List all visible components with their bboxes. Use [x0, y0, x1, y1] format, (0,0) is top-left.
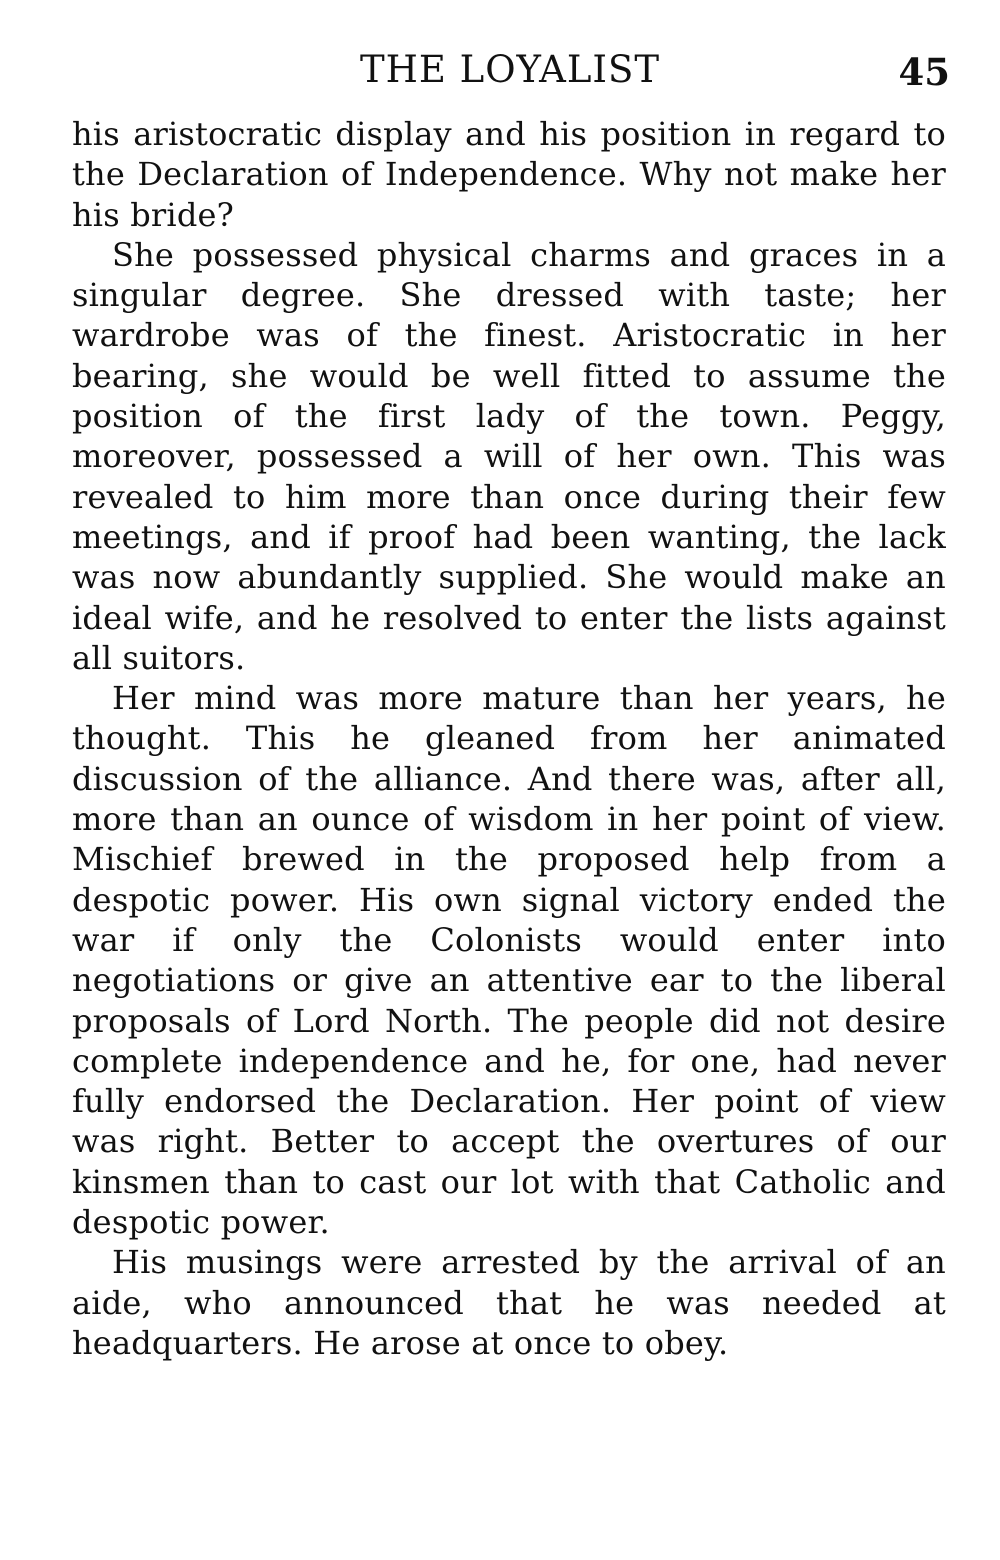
paragraph-2: She possessed physical charms and graces in a singular degree. She dressed with taste; her wardrobe was of the finest. Aristocratic in her bearing, she would be well fitted to assume the position of the first lady of the town. Peggy, moreover, possessed a will of her own. This was revealed to him more than once during their few meetings, and if proof had been wanting, the lack was now abundantly supplied. She would make an ideal wife, and he resolved to enter the lists against all suitors.: [72, 235, 946, 677]
body-text: [72, 114, 946, 1363]
running-title: THE LOYALIST: [359, 48, 661, 91]
paragraph-1: his aristocratic display and his position in regard to the Declaration of Independence. Why not make her his bride?: [72, 115, 946, 234]
paragraph-3: Her mind was more mature than her years, he thought. This he gleaned from her animated discussion of the alliance. And there was, after all, more than an ounce of wisdom in her point of view. Mischief brewed in the proposed help from a despotic power. His own signal victory ended the war if only the Colonists would enter into negotiations or give an attentive ear to the liberal proposals of Lord North. The people did not desire complete independence and he, for one, had never fully endorsed the Declaration. Her point of view was right. Better to accept the overtures of our kinsmen than to cast our lot with that Catholic and despotic power.: [72, 679, 946, 1242]
running-header: [72, 48, 948, 92]
paragraph-4: His musings were arrested by the arrival of an aide, who announced that he was needed at headquarters. He arose at once to obey.: [72, 1243, 946, 1362]
page-number: 45: [898, 50, 950, 94]
